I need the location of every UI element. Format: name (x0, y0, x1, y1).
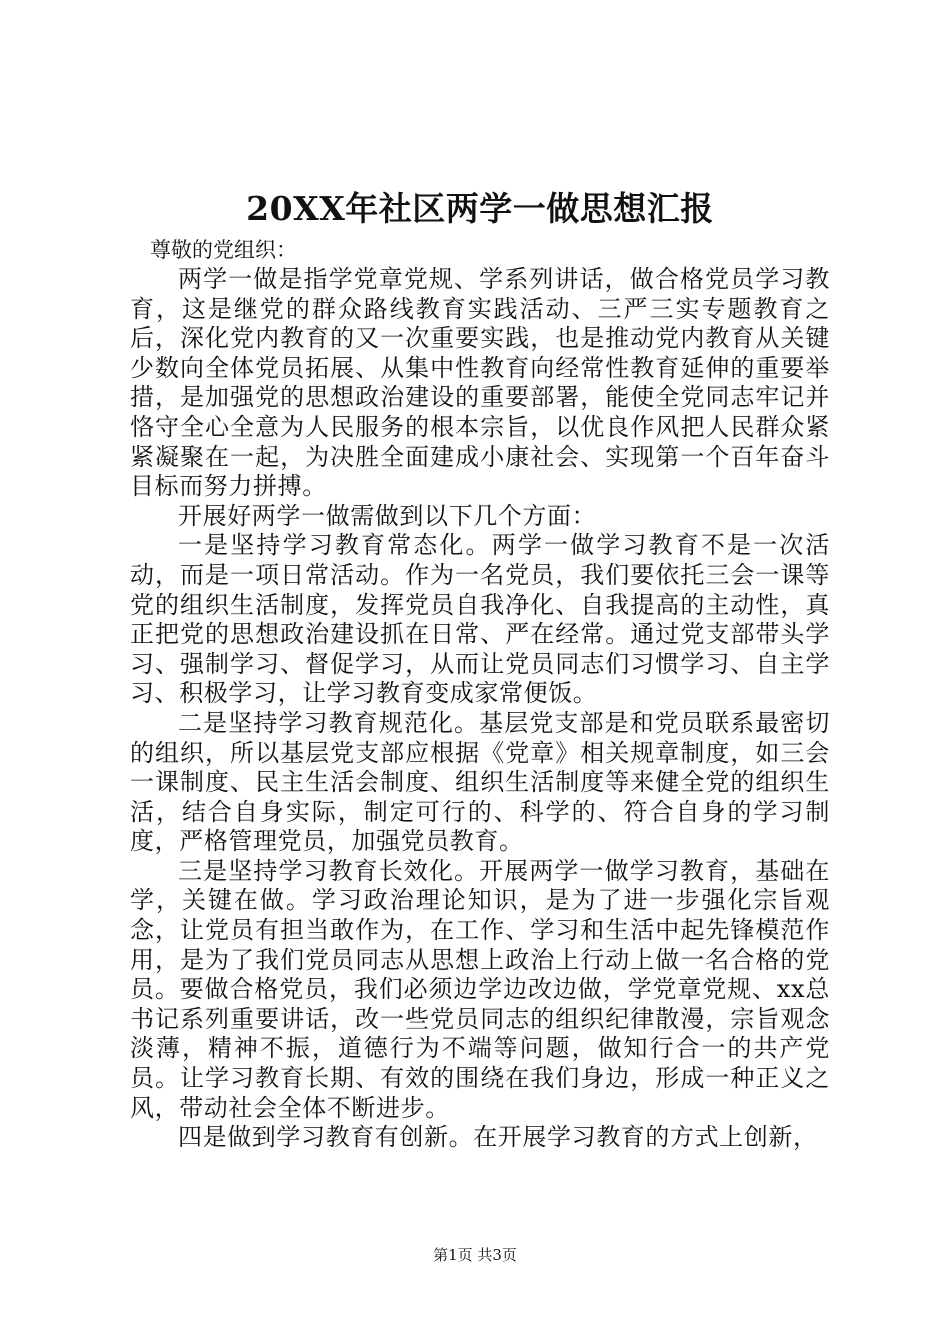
page-footer: 第1页 共3页 (433, 1246, 517, 1264)
paragraph-point-4: 四是做到学习教育有创新。在开展学习教育的方式上创新， (178, 1123, 818, 1152)
paragraph-point-3: 三是坚持学习教育长效化。开展两学一做学习教育，基础在学，关键在做。学习政治理论知识，是为了进一步强化宗旨观念，让党员有担当敢作为，在工作、学习和生活中起先锋模范作用，是为了我们党员同志从思想上政治上行动上做一名合格的党员。要做合格党员，我们必须边学边改边做，学党章党规、xx总书记系列重要讲话，改一些党员同志的组织纪律散漫，宗旨观念淡薄，精神不振，道德行为不端等问题，做知行合一的共产党员。让学习教育长期、有效的围绕在我们身边，形成一种正义之风，带动社会全体不断进步。 (130, 856, 830, 1122)
salutation: 尊敬的党组织： (150, 238, 297, 262)
paragraph-intro: 两学一做是指学党章党规、学系列讲话，做合格党员学习教育，这是继党的群众路线教育实践活动、三严三实专题教育之后，深化党内教育的又一次重要实践，也是推动党内教育从关键少数向全体党员拓展、从集中性教育向经常性教育延伸的重要举措，是加强党的思想政治建设的重要部署，能使全党同志牢记并恪守全心全意为人民服务的根本宗旨，以优良作风把人民群众紧紧凝聚在一起，为决胜全面建成小康社会、实现第一个百年奋斗目标而努力拼搏。 (130, 265, 830, 501)
paragraph-point-2: 二是坚持学习教育规范化。基层党支部是和党员联系最密切的组织，所以基层党支部应根据《党章》相关规章制度，如三会一课制度、民主生活会制度、组织生活制度等来健全党的组织生活，结合自身实际，制定可行的、科学的、符合自身的学习制度，严格管理党员，加强党员教育。 (130, 708, 830, 856)
document-title: 20XX年社区两学一做思想汇报 (246, 189, 714, 228)
paragraph-point-1: 一是坚持学习教育常态化。两学一做学习教育不是一次活动，而是一项日常活动。作为一名党员，我们要依托三会一课等党的组织生活制度，发挥党员自我净化、自我提高的主动性，真正把党的思想政治建设抓在日常、严在经常。通过党支部带头学习、强制学习、督促学习，从而让党员同志们习惯学习、自主学习、积极学习，让学习教育变成家常便饭。 (130, 531, 830, 708)
paragraph-aspects: 开展好两学一做需做到以下几个方面： (178, 501, 597, 530)
document-page (130, 185, 830, 1153)
